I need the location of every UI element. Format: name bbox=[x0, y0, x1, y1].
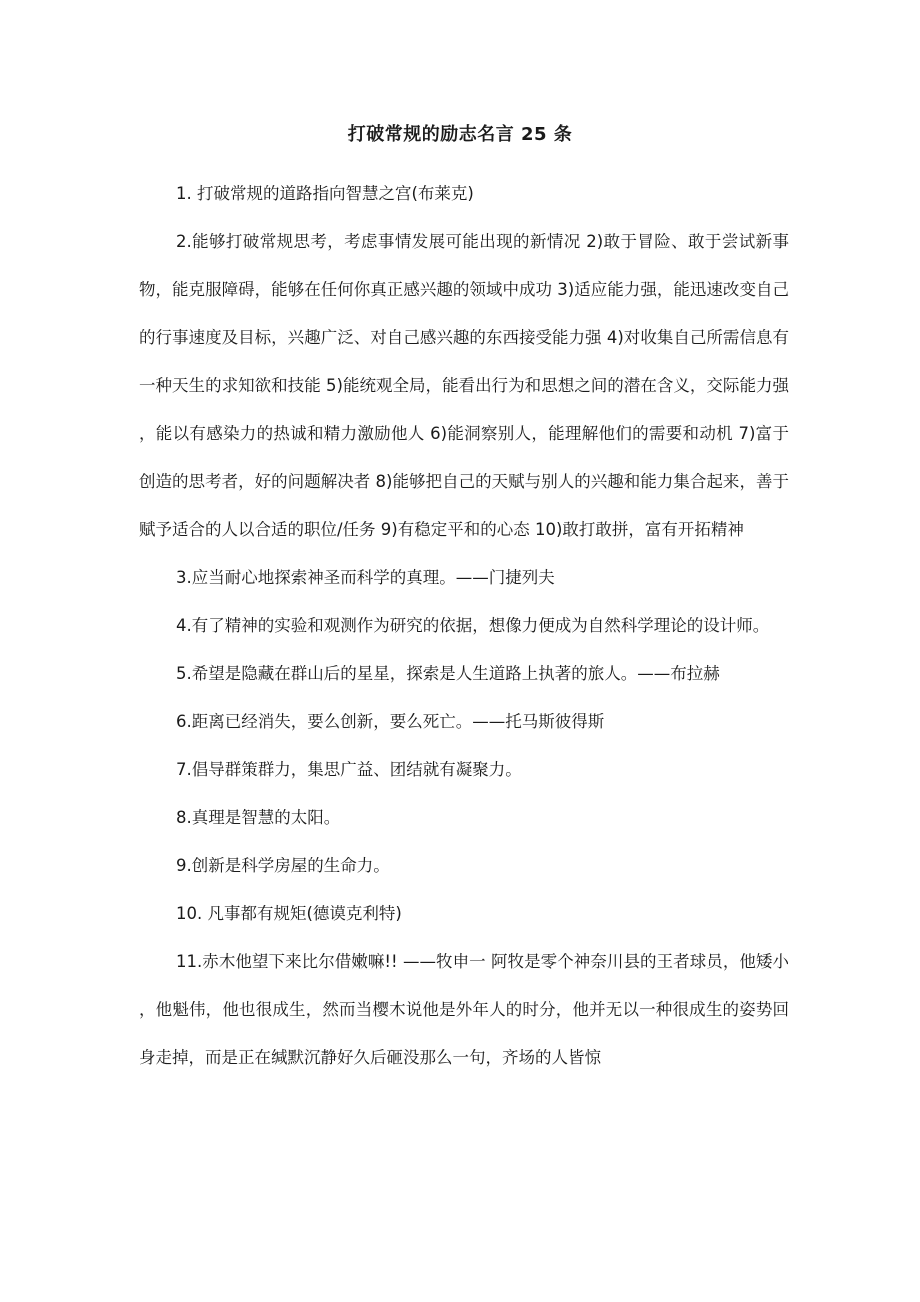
paragraph-2: 2.能够打破常规思考，考虑事情发展可能出现的新情况 2)敢于冒险、敢于尝试新事物，能克服障碍，能够在任何你真正感兴趣的领域中成功 3)适应能力强，能迅速改变自己的行事速度及目标，兴趣广泛、对自己感兴趣的东西接受能力强 4)对收集自己所需信息有一种天生的求知欲和技能 5)能统观全局，能看出行为和思想之间的潜在含义，交际能力强，能以有感染力的热诚和精力激励他人 6)能洞察别人，能理解他们的需要和动机 7)富于创造的思考者，好的问题解决者 8)能够把自己的天赋与别人的兴趣和能力集合起来，善于赋予适合的人以合适的职位/任务 9)有稳定平和的心态 10)敢打敢拼，富有开拓精神 bbox=[139, 232, 789, 539]
paragraph-5: 5.希望是隐藏在群山后的星星，探索是人生道路上执著的旅人。——布拉赫 bbox=[176, 664, 720, 683]
paragraph-8: 8.真理是智慧的太阳。 bbox=[176, 808, 341, 827]
document-body bbox=[139, 170, 789, 1082]
paragraph-3: 3.应当耐心地探索神圣而科学的真理。——门捷列夫 bbox=[176, 568, 555, 587]
paragraph-10: 10. 凡事都有规矩(德谟克利特) bbox=[176, 904, 402, 923]
document-title: 打破常规的励志名言 25 条 bbox=[347, 124, 573, 145]
paragraph-11: 11.赤木他望下来比尔借嫩嘛!! ——牧申一 阿牧是零个神奈川县的王者球员，他矮小，他魁伟，他也很成生，然而当樱木说他是外年人的时分，他并无以一种很成生的姿势回身走掉，而是正在缄默沉静好久后砸没那么一句，齐场的人皆惊 bbox=[139, 952, 789, 1067]
paragraph-9: 9.创新是科学房屋的生命力。 bbox=[176, 856, 390, 875]
paragraph-6: 6.距离已经消失，要么创新，要么死亡。——托马斯彼得斯 bbox=[176, 712, 605, 731]
paragraph-4: 4.有了精神的实验和观测作为研究的依据，想像力便成为自然科学理论的设计师。 bbox=[176, 616, 770, 635]
paragraph-7: 7.倡导群策群力，集思广益、团结就有凝聚力。 bbox=[176, 760, 522, 779]
paragraph-1: 1. 打破常规的道路指向智慧之宫(布莱克) bbox=[176, 184, 474, 203]
